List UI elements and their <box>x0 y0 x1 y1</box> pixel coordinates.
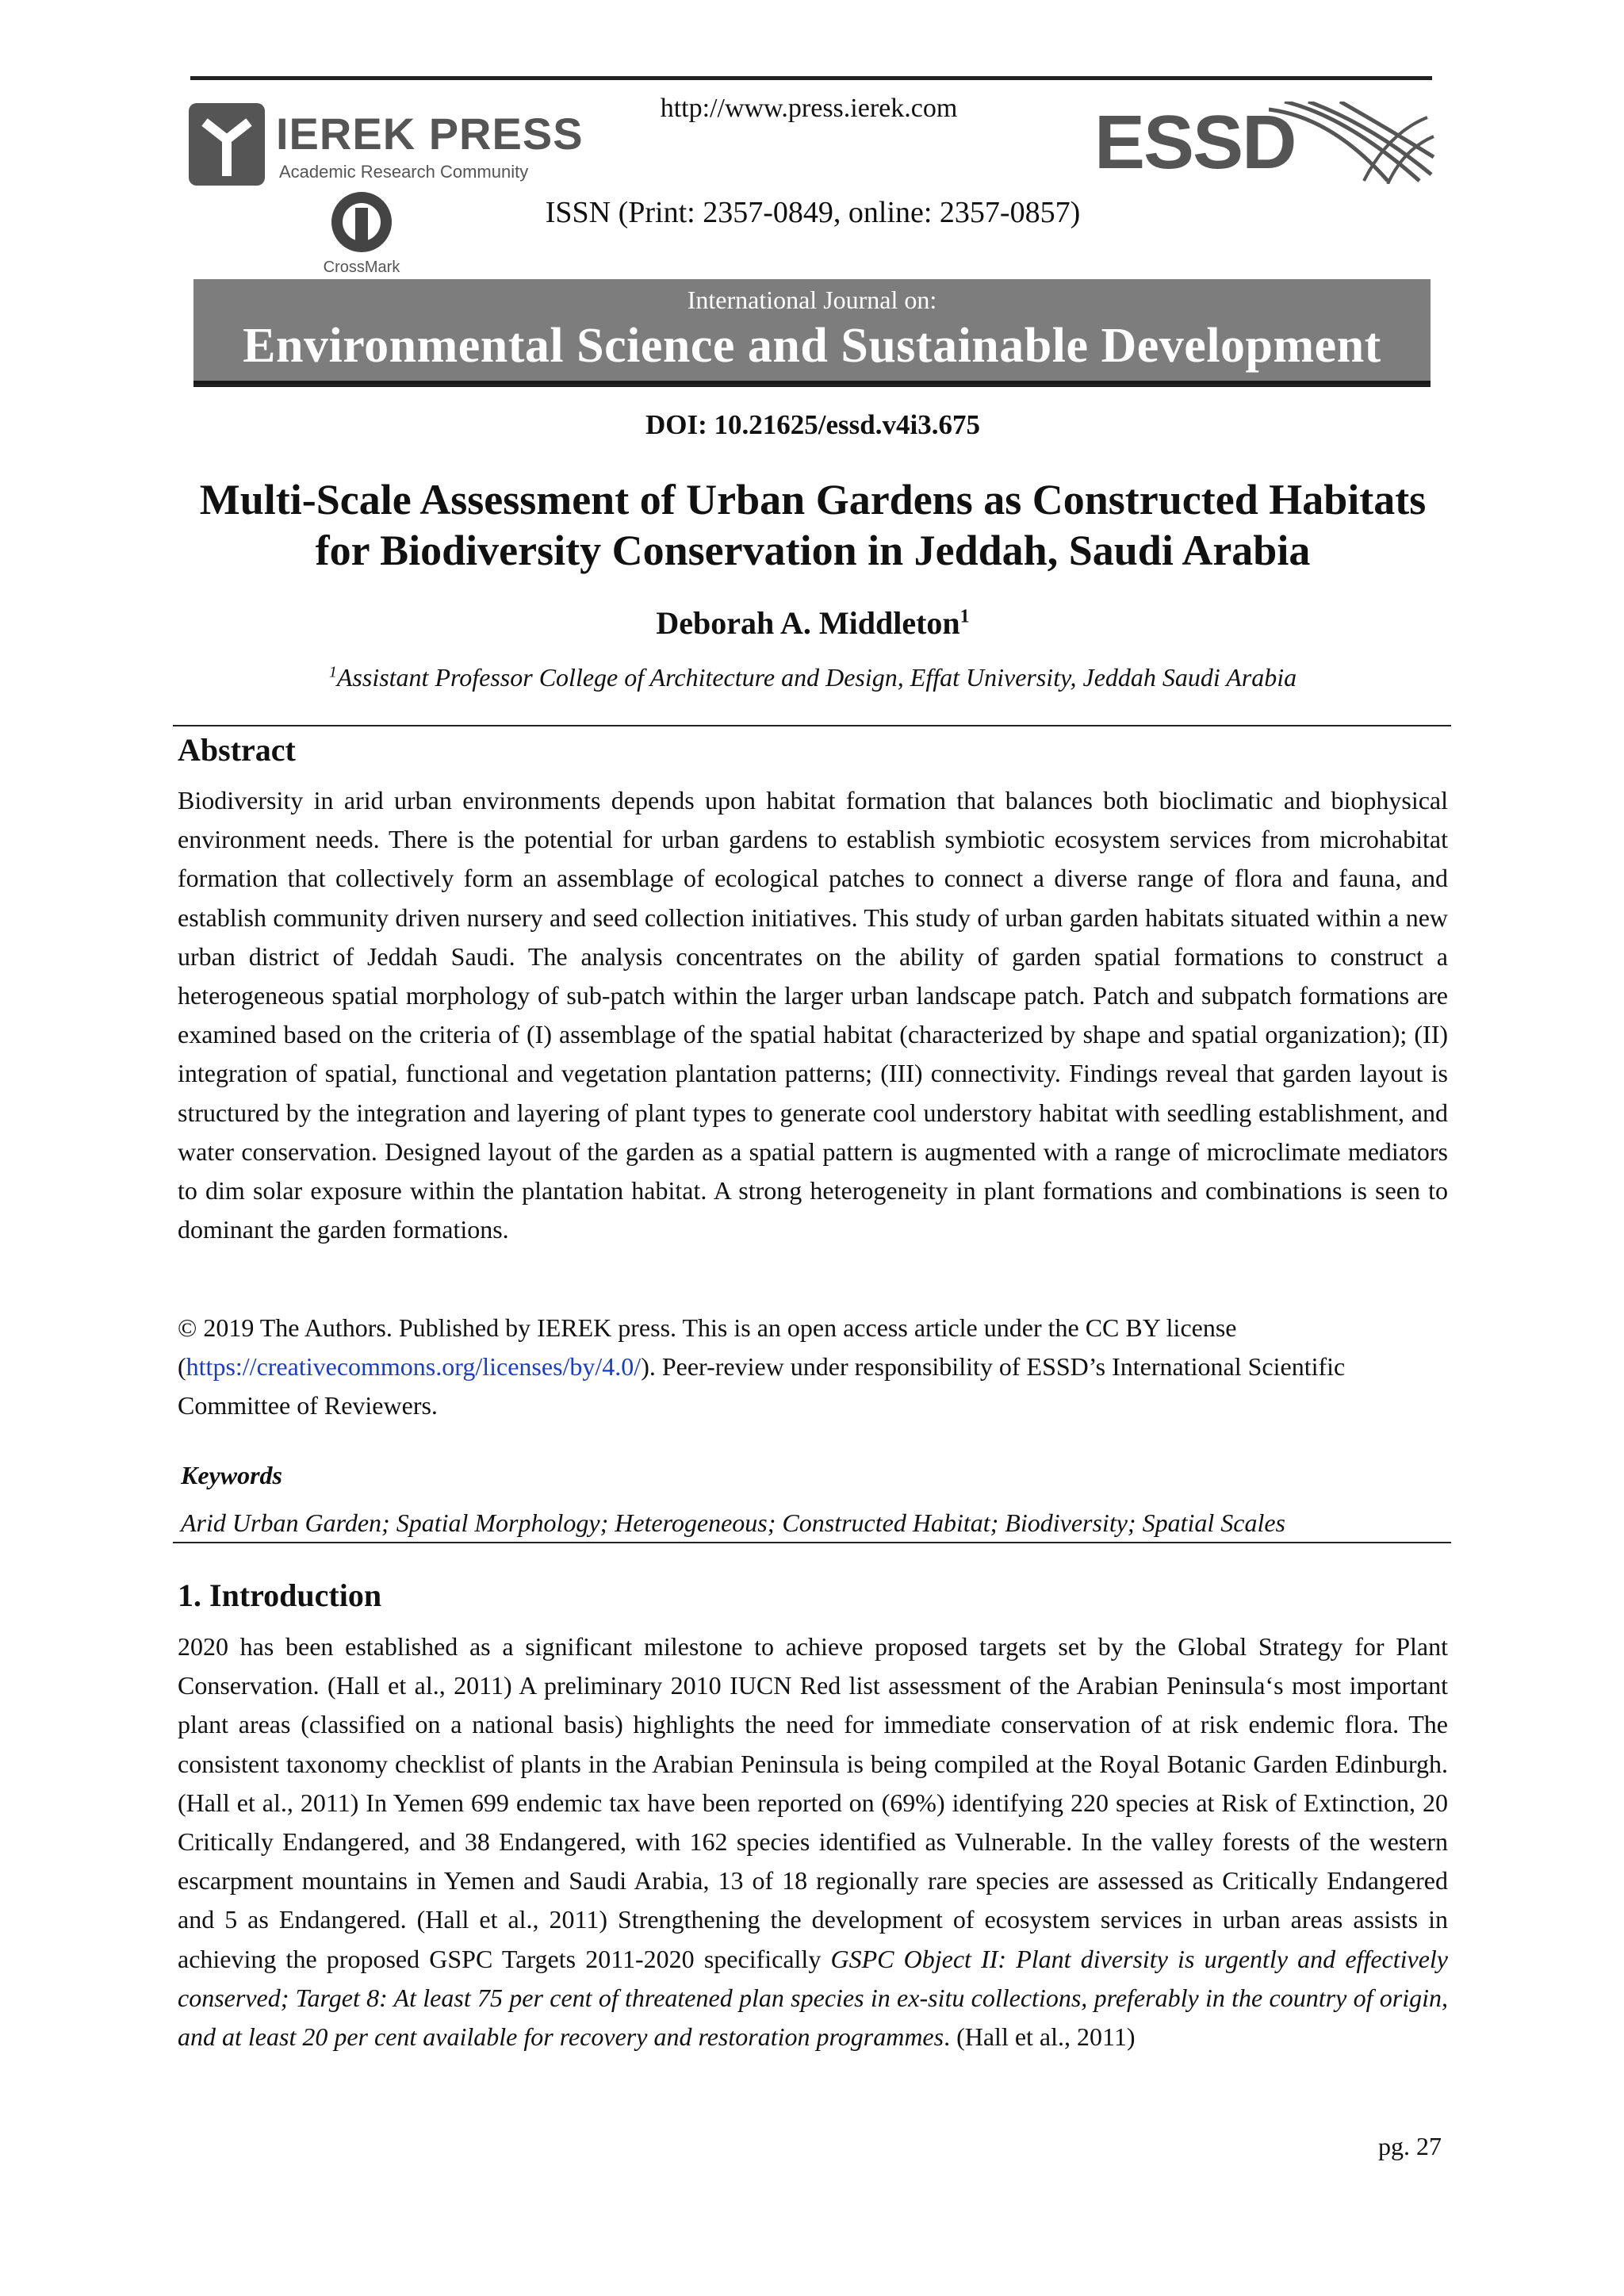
keywords-heading: Keywords <box>181 1461 282 1489</box>
crossmark-logo <box>314 189 409 278</box>
introduction-text <box>178 1627 1448 2056</box>
crossmark-icon <box>314 189 409 260</box>
journal-label: International Journal on: <box>687 286 937 314</box>
author <box>476 604 1150 642</box>
introduction-body: 2020 has been established as a significant milestone to achieve proposed targets set by the Global Strategy for Plant Conservation. (Hall et al., 2011) A preliminary 2010 IUCN Red list assessment of the Arabian Peninsula‘s most important plant areas (classified on a national basis) highlights the need for immediate conservation of at risk endemic flora. The consistent taxonomy checklist of plants in the Arabian Peninsula is being compiled at the Royal Botanic Garden Edinburgh. (Hall et al., 2011) In Yemen 699 endemic tax have been reported on (69%) identifying 220 species at Risk of Extinction, 20 Critically Endangered, and 38 Endangered, with 162 species identified as Vulnerable. In the valley forests of the western escarpment mountains in Yemen and Saudi Arabia, 13 of 18 regionally rare species are assessed as Critically Endangered and 5 as Endangered. (Hall et al., 2011) Strengthening the development of ecosystem services in urban areas assists in achieving the proposed GSPC Targets 2011-2020 specifically <box>178 1632 1448 1973</box>
journal-name: Environmental Science and Sustainable Development <box>243 319 1381 373</box>
journal-banner <box>193 279 1431 387</box>
essd-wordmark: ESSD <box>1094 100 1296 185</box>
author-superscript: 1 <box>959 606 970 627</box>
license-link[interactable]: https://creativecommons.org/licenses/by/4.0/ <box>186 1352 642 1381</box>
banner-rule <box>193 384 1431 386</box>
keywords-rule <box>173 1542 1451 1543</box>
abstract-heading: Abstract <box>178 732 296 768</box>
journal-url[interactable]: http://www.press.ierek.com <box>660 94 958 123</box>
publisher-name: IEREK PRESS <box>276 109 584 159</box>
crossmark-label: CrossMark <box>323 259 400 276</box>
article-title-line-1: Multi-Scale Assessment of Urban Gardens as Constructed Habitats <box>199 476 1427 523</box>
affiliation-text: Assistant Professor College of Architecture and Design, Effat University, Jeddah Saudi Arabia <box>336 663 1297 692</box>
introduction-italic: GSPC Object II: Plant diversity is urgently and effectively conserved; Target 8: At least 75 per cent of threatened plan species in ex-situ collections, preferably in the country of origin, and at least 20 per cent available for recovery and restoration programmes <box>178 1944 1449 2052</box>
license-text-1: © 2019 The Authors. Published by IEREK press. This is an open access article under the CC BY license ( <box>178 1313 1237 1381</box>
introduction-citation: . (Hall et al., 2011) <box>944 2022 1136 2052</box>
author-name: Deborah A. Middleton <box>656 605 960 641</box>
article-title-line-2: for Biodiversity Conservation in Jeddah, Saudi Arabia <box>315 527 1311 574</box>
header-top-rule <box>190 76 1432 80</box>
publisher-tagline: Academic Research Community <box>279 162 529 182</box>
globe-icon <box>1269 102 1435 184</box>
doi[interactable]: DOI: 10.21625/essd.v4i3.675 <box>645 409 980 440</box>
abstract-rule <box>173 725 1451 726</box>
affiliation-superscript: 1 <box>328 663 337 681</box>
license-text-2: ). Peer-review under responsibility of ESSD’s International Scientific Committee of Reviewers. <box>178 1352 1346 1420</box>
ierek-press-logo <box>187 100 584 189</box>
essd-logo <box>1094 102 1435 184</box>
article-title <box>159 474 1467 576</box>
introduction-heading: 1. Introduction <box>178 1577 382 1613</box>
license-statement <box>178 1309 1448 1425</box>
affiliation <box>159 663 1467 692</box>
keywords-text: Arid Urban Garden; Spatial Morphology; Heterogeneous; Constructed Habitat; Biodiversity; Spatial Scales <box>181 1508 1285 1537</box>
abstract-text: Biodiversity in arid urban environments depends upon habitat formation that balances both bioclimatic and biophysical environment needs. There is the potential for urban gardens to establish symbiotic ecosystem services from microhabitat formation that collectively form an assemblage of ecological patches to connect a diverse range of flora and fauna, and establish community driven nursery and seed collection initiatives. This study of urban garden habitats situated within a new urban district of Jeddah Saudi. The analysis concentrates on the ability of garden spatial formations to construct a heterogeneous spatial morphology of sub-patch within the larger urban landscape patch. Patch and subpatch formations are examined based on the criteria of (I) assemblage of the spatial habitat (characterized by shape and spatial organization); (II) integration of spatial, functional and vegetation plantation patterns; (III) connectivity. Findings reveal that garden layout is structured by the integration and layering of plant types to generate cool understory habitat with seedling establishment, and water conservation. Designed layout of the garden as a spatial pattern is augmented with a range of microclimate mediators to dim solar exposure within the plantation habitat. A strong heterogeneity in plant formations and combinations is seen to dominant the garden formations. <box>178 786 1448 1244</box>
page-number: pg. 27 <box>1378 2132 1442 2160</box>
issn: ISSN (Print: 2357-0849, online: 2357-0857) <box>545 196 1081 229</box>
